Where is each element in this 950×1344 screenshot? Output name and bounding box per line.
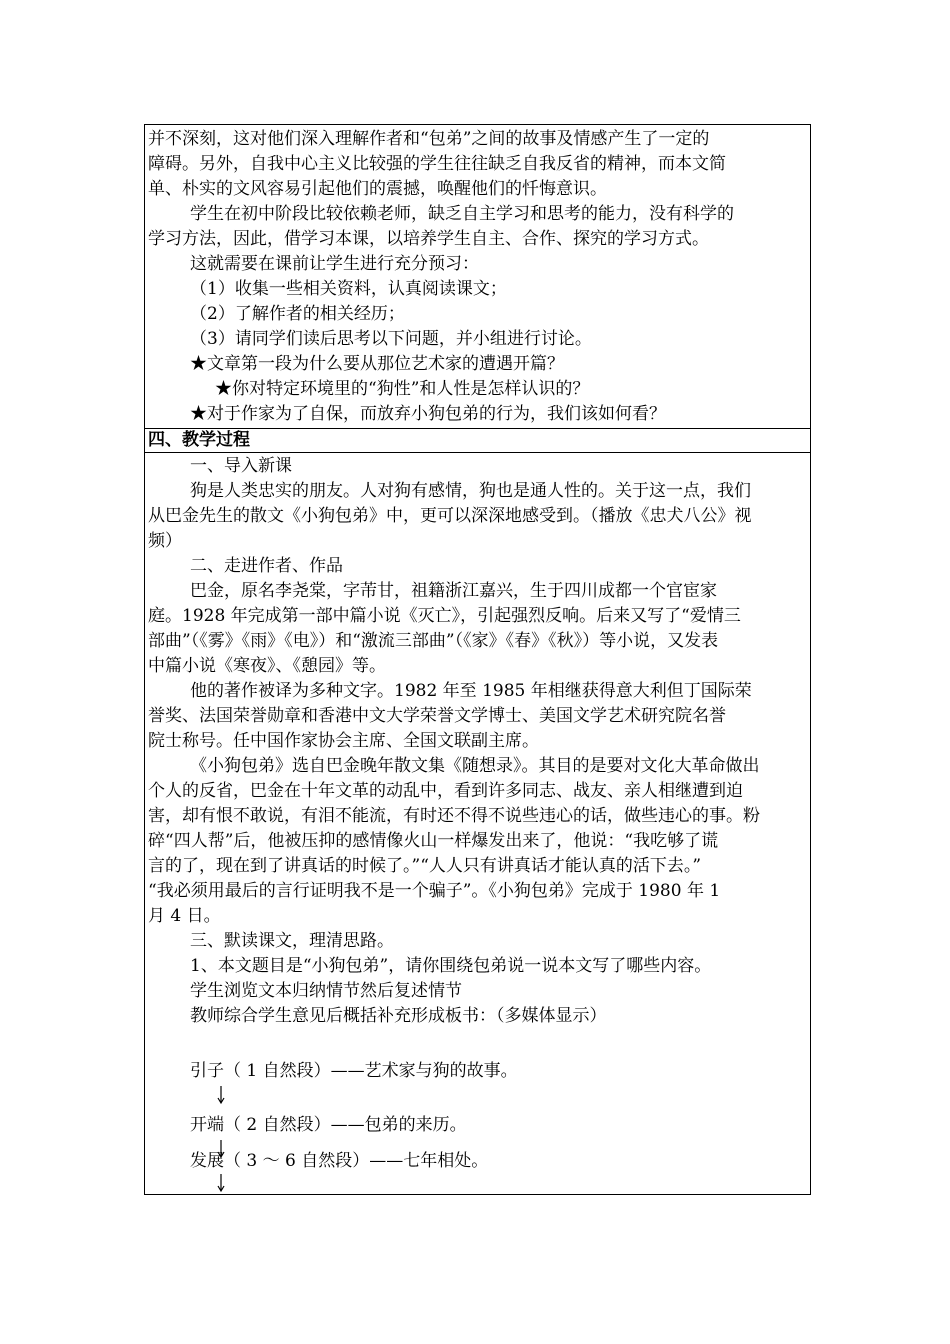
text-line: 个人的反省，巴金在十年文革的动乱中，看到许多同志、战友、亲人相继遭到迫 [148,781,743,801]
student-analysis-cell [145,125,810,429]
text-line: 教师综合学生意见后概括补充形成板书：（多媒体显示） [190,1006,607,1026]
text-line: 学习方法，因此，借学习本课，以培养学生自主、合作、探究的学习方式。 [148,229,709,249]
text-line: 庭。1928 年完成第一部中篇小说《灭亡》，引起强烈反响。后来又写了“爱情三 [148,606,741,626]
text-line: 狗是人类忠实的朋友。人对狗有感情，狗也是通人性的。关于这一点，我们 [190,481,751,501]
text-line: 障碍。另外，自我中心主义比较强的学生往往缺乏自我反省的精神，而本文简 [148,154,726,174]
text-line: 频） [148,531,182,551]
text-line: 巴金，原名李尧棠，字芾甘，祖籍浙江嘉兴，生于四川成都一个官宦家 [190,581,717,601]
text-line: 院士称号。任中国作家协会主席、全国文联副主席。 [148,731,539,751]
question-line: ★文章第一段为什么要从那位艺术家的遭遇开篇？ [190,354,564,374]
text-line: 他的著作被译为多种文字。1982 年至 1985 年相继获得意大利但丁国际荣 [190,681,752,701]
text-line: 害，却有恨不敢说，有泪不能流，有时还不得不说些违心的话，做些违心的事。粉 [148,806,760,826]
outline-item: 开端（ 2 自然段）——包弟的来历。 [190,1115,467,1135]
text-line: 学生在初中阶段比较依赖老师，缺乏自主学习和思考的能力，没有科学的 [190,204,734,224]
text-line: 言的了，现在到了讲真话的时候了。”“人人只有讲真话才能认真的活下去。” [148,856,702,876]
arrow-down-icon [215,1173,227,1193]
text-line: 这就需要在课前让学生进行充分预习： [190,254,479,274]
text-line: 月 4 日。 [148,906,221,926]
subheading: 三、默读课文，理清思路。 [190,931,394,951]
text-line: 学生浏览文本归纳情节然后复述情节 [190,981,462,1001]
text-line: （2）了解作者的相关经历； [190,304,405,324]
text-line: 单、朴实的文风容易引起他们的震撼，唤醒他们的忏悔意识。 [148,179,607,199]
arrow-down-icon [215,1085,227,1105]
text-line: （1）收集一些相关资料，认真阅读课文； [190,279,507,299]
teaching-process-cell [145,453,810,1194]
text-line: 部曲”（《雾》《雨》《电》）和“激流三部曲”（《家》《春》《秋》）等小说，又发表 [148,631,719,651]
outline-item: 引子（ 1 自然段）——艺术家与狗的故事。 [190,1061,518,1081]
text-line: 1、本文题目是“小狗包弟”，请你围绕包弟说一说本文写了哪些内容。 [190,956,712,976]
text-line: “我必须用最后的言行证明我不是一个骗子”。《小狗包弟》完成于 1980 年 1 [148,881,721,901]
text-line: 《小狗包弟》选自巴金晚年散文集《随想录》。其目的是要对文化大革命做出 [190,756,760,776]
subheading: 二、走进作者、作品 [190,556,343,576]
question-line: ★对于作家为了自保，而放弃小狗包弟的行为，我们该如何看？ [190,404,666,424]
text-line: （3）请同学们读后思考以下问题，并小组进行讨论。 [190,329,592,349]
text-line: 并不深刻，这对他们深入理解作者和“包弟”之间的故事及情感产生了一定的 [148,129,710,149]
text-line: 中篇小说《寒夜》、《憩园》等。 [148,656,386,676]
text-line: 誉奖、法国荣誉勋章和香港中文大学荣誉文学博士、美国文学艺术研究院名誉 [148,706,726,726]
section-heading-cell [145,428,810,453]
subheading: 一、导入新课 [190,456,292,476]
section-heading: 四、教学过程 [148,430,250,450]
outline-item: 发展（ 3 ～ 6 自然段）——七年相处。 [190,1151,489,1171]
text-line: 碎“四人帮”后，他被压抑的感情像火山一样爆发出来了，他说：“我吃够了谎 [148,831,719,851]
question-line: ★你对特定环境里的“狗性”和人性是怎样认识的？ [215,379,590,399]
lesson-table [144,124,811,1195]
text-line: 从巴金先生的散文《小狗包弟》中，更可以深深地感受到。（播放《忠犬八公》视 [148,506,752,526]
